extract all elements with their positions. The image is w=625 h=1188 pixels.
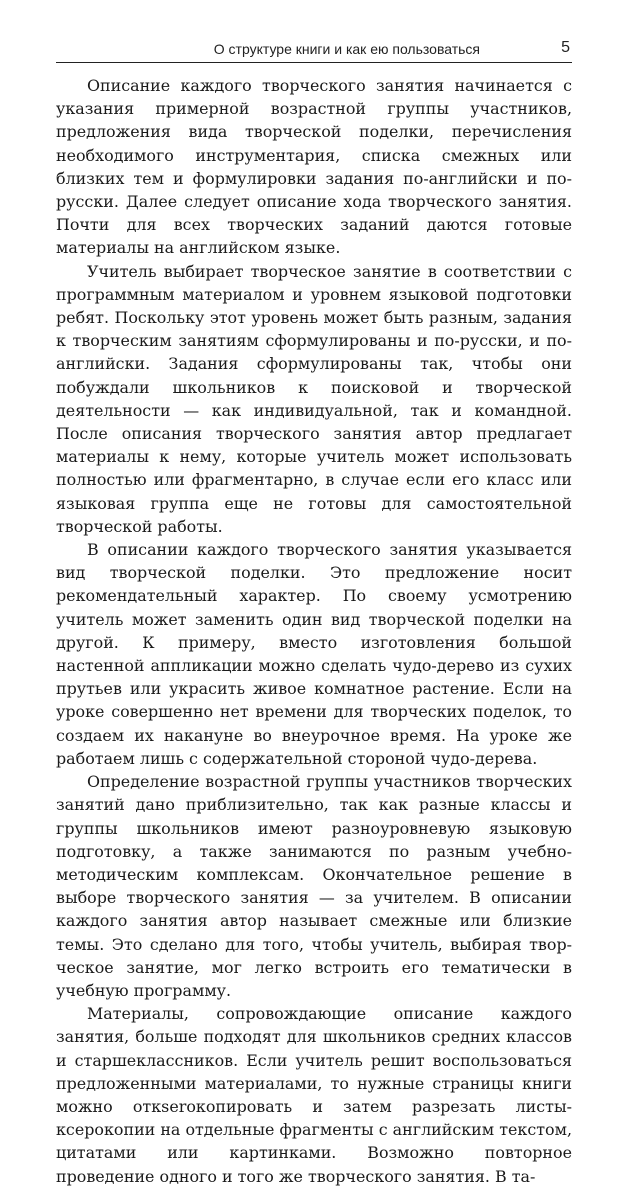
running-title: О структуре книги и как ею пользоваться bbox=[213, 41, 480, 57]
paragraph-1: Описание каждого творческого занятия начинается с указания примерной возрастной группы участников, предложения вида творческой поделки, перечисления необходимого инструментария, списка смежных или близких тем и формулировки задания по-английски и по-русски. Далее следует описание хода творческого занятия. Почти для всех творческих заданий даются готовые материалы на английском языке. bbox=[56, 76, 572, 258]
paragraph-4: Определение возрастной группы участников творческих занятий дано приблизительно, так как разные классы и группы школьников имеют разноуровневую языковую подготовку, а также занимаются по разным учебно-методическим комплексам. Окончательное решение в выборе творческого занятия — за учителем. В описании каждого занятия автор называет смежные или близкие темы. Это сделано для того, чтобы учитель, выбирая творческое занятие, мог легко встроить его тематически в учебную программу. bbox=[56, 772, 572, 1000]
running-header bbox=[56, 38, 572, 63]
page-number: 5 bbox=[561, 39, 570, 56]
body-text bbox=[56, 74, 572, 1188]
paragraph-2: Учитель выбирает творческое занятие в соответствии с программным материалом и уровнем языковой подготовки ребят. Поскольку этот уровень может быть разным, задания к творческим занятиям сформулированы и по-русски, и по-английски. Задания сформулированы так, чтобы они побуждали школьников к поисковой и творческой деятельности — как индивидуальной, так и командной. После описания творческого занятия автор предлагает материалы к нему, которые учитель может использовать полностью или фрагментарно, в случае если его класс или языковая группа еще не готовы для самостоятельной творческой работы. bbox=[56, 261, 572, 536]
paragraph-3: В описании каждого творческого занятия указывается вид творческой поделки. Это предложение носит рекомендательный характер. По своему усмотрению учитель может заменить один вид творческой поделки на другой. К примеру, вместо изготовления большой настенной аппликации можно сделать чудо-дерево из сухих прутьев или украсить живое комнатное растение. Если на уроке совершенно нет времени для творческих поделок, то создаем их накануне во внеурочное время. На уроке же работаем лишь с содержательной стороной чудо-дерева. bbox=[56, 540, 572, 768]
paragraph-5: Материалы, сопровождающие описание каждого занятия, больше подходят для школьников средних классов и старшеклассников. Если учитель решит воспользоваться предложенными материалами, то нужные страницы книги можно откserокопировать и затем разрезать листы-ксерокопии на отдельные фрагменты с английским текстом, цитатами или картинками. Возможно повторное проведение одного и того же творческого занятия. В та- bbox=[56, 1004, 572, 1186]
book-page bbox=[56, 38, 572, 1188]
